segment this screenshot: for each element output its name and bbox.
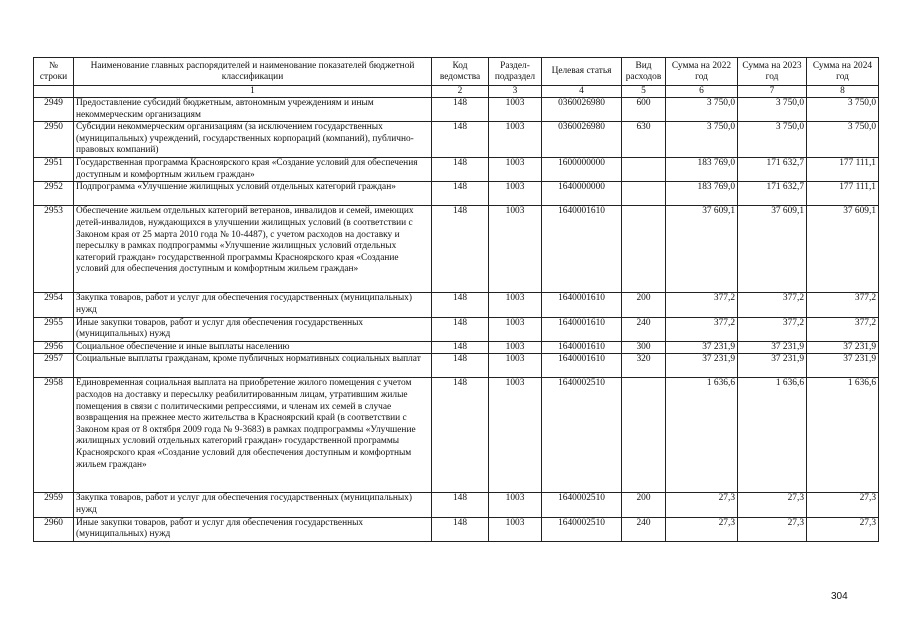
table-row	[34, 122, 879, 158]
table-header	[34, 58, 879, 98]
table-row	[34, 317, 879, 341]
row-vid: 200	[622, 493, 666, 517]
row-sum-2023: 27,3	[738, 517, 807, 541]
row-celevaya: 1640001610	[542, 354, 622, 378]
row-sum-2023: 171 632,7	[738, 158, 807, 182]
row-sum-2022: 183 769,0	[666, 158, 738, 182]
row-razdel: 1003	[489, 378, 542, 493]
row-number: 2949	[34, 98, 74, 122]
header-vid: Вид расходов	[622, 58, 666, 86]
header-index: 6	[666, 86, 738, 98]
row-vid: 600	[622, 98, 666, 122]
row-sum-2024: 177 111,1	[807, 158, 879, 182]
header-row-number: № строки	[34, 58, 74, 86]
table-row	[34, 182, 879, 206]
table-body	[34, 98, 879, 542]
row-vedomstvo: 148	[432, 354, 489, 378]
header-vedomstvo: Код ведомства	[432, 58, 489, 86]
header-index: 4	[542, 86, 622, 98]
row-celevaya: 1640002510	[542, 378, 622, 493]
row-celevaya: 1640001610	[542, 206, 622, 293]
row-vedomstvo: 148	[432, 293, 489, 317]
row-sum-2024: 3 750,0	[807, 122, 879, 158]
row-razdel: 1003	[489, 182, 542, 206]
row-number: 2960	[34, 517, 74, 541]
row-vedomstvo: 148	[432, 182, 489, 206]
row-sum-2022: 3 750,0	[666, 98, 738, 122]
row-name: Субсидии некоммерческим организациям (за исключением государственных (муниципальных) учреждений, государственных корпораций (компаний), публично-правовых компаний)	[74, 122, 432, 158]
row-sum-2023: 27,3	[738, 493, 807, 517]
table-row	[34, 378, 879, 493]
row-name: Обеспечение жильем отдельных категорий ветеранов, инвалидов и семей, имеющих детей-инвалидов, нуждающихся в улучшении жилищных условий (в соответствии с Законом края от 25 марта 2010 года № 10-4487), с учетом расходов на доставку и пересылку в рамках подпрограммы «Улучшение жилищных условий отдельных категорий граждан» государственной программы Красноярского края «Создание условий для обеспечения доступным и комфортным жильем граждан»	[74, 206, 432, 293]
row-vedomstvo: 148	[432, 206, 489, 293]
header-index: 1	[74, 86, 432, 98]
table-row	[34, 354, 879, 378]
row-vid: 300	[622, 341, 666, 354]
row-vid	[622, 206, 666, 293]
row-razdel: 1003	[489, 158, 542, 182]
row-razdel: 1003	[489, 206, 542, 293]
row-sum-2022: 377,2	[666, 293, 738, 317]
row-celevaya: 1640002510	[542, 493, 622, 517]
row-number: 2950	[34, 122, 74, 158]
row-sum-2023: 171 632,7	[738, 182, 807, 206]
row-celevaya: 1640001610	[542, 341, 622, 354]
header-index: 7	[738, 86, 807, 98]
row-sum-2023: 377,2	[738, 317, 807, 341]
row-sum-2022: 1 636,6	[666, 378, 738, 493]
row-name: Иные закупки товаров, работ и услуг для обеспечения государственных (муниципальных) нужд	[74, 317, 432, 341]
row-vid: 240	[622, 317, 666, 341]
row-name: Единовременная социальная выплата на приобретение жилого помещения с учетом расходов на доставку и пересылку реабилитированным лицам, утратившим жилые помещения в связи с политическими репрессиями, и членам их семей в случае возвращения на прежнее место жительства в Красноярский край (в соответствии с Законом края от 8 октября 2009 года № 9-3683) в рамках подпрограммы «Улучшение жилищных условий отдельных категорий граждан» государственной программы Красноярского края «Создание условий для обеспечения доступным и комфортным жильем граждан»	[74, 378, 432, 493]
row-celevaya: 0360026980	[542, 98, 622, 122]
row-razdel: 1003	[489, 122, 542, 158]
row-vedomstvo: 148	[432, 493, 489, 517]
row-name: Предоставление субсидий бюджетным, автономным учреждениям и иным некоммерческим организациям	[74, 98, 432, 122]
row-sum-2023: 3 750,0	[738, 122, 807, 158]
header-sum-2023: Сумма на 2023 год	[738, 58, 807, 86]
row-vedomstvo: 148	[432, 158, 489, 182]
header-index-row	[34, 86, 879, 98]
table-row	[34, 493, 879, 517]
row-sum-2023: 1 636,6	[738, 378, 807, 493]
row-number: 2958	[34, 378, 74, 493]
row-razdel: 1003	[489, 341, 542, 354]
row-vid: 320	[622, 354, 666, 378]
row-vedomstvo: 148	[432, 317, 489, 341]
budget-table	[33, 57, 879, 542]
row-number: 2953	[34, 206, 74, 293]
row-sum-2022: 37 609,1	[666, 206, 738, 293]
row-vedomstvo: 148	[432, 517, 489, 541]
row-number: 2959	[34, 493, 74, 517]
row-sum-2022: 183 769,0	[666, 182, 738, 206]
row-number: 2957	[34, 354, 74, 378]
row-sum-2023: 37 609,1	[738, 206, 807, 293]
row-sum-2023: 37 231,9	[738, 354, 807, 378]
row-sum-2022: 37 231,9	[666, 354, 738, 378]
header-index: 8	[807, 86, 879, 98]
row-vid	[622, 378, 666, 493]
header-name: Наименование главных распорядителей и наименование показателей бюджетной классификации	[74, 58, 432, 86]
row-razdel: 1003	[489, 98, 542, 122]
row-name: Социальное обеспечение и иные выплаты населению	[74, 341, 432, 354]
row-name: Закупка товаров, работ и услуг для обеспечения государственных (муниципальных) нужд	[74, 493, 432, 517]
row-celevaya: 1640002510	[542, 517, 622, 541]
row-sum-2024: 3 750,0	[807, 98, 879, 122]
row-razdel: 1003	[489, 317, 542, 341]
row-vedomstvo: 148	[432, 122, 489, 158]
row-name: Социальные выплаты гражданам, кроме публичных нормативных социальных выплат	[74, 354, 432, 378]
row-name: Закупка товаров, работ и услуг для обеспечения государственных (муниципальных) нужд	[74, 293, 432, 317]
header-sum-2024: Сумма на 2024 год	[807, 58, 879, 86]
row-number: 2956	[34, 341, 74, 354]
row-vedomstvo: 148	[432, 378, 489, 493]
row-sum-2023: 3 750,0	[738, 98, 807, 122]
table-row	[34, 206, 879, 293]
header-index	[34, 86, 74, 98]
row-sum-2024: 27,3	[807, 517, 879, 541]
row-vid: 200	[622, 293, 666, 317]
row-celevaya: 1640001610	[542, 293, 622, 317]
row-sum-2023: 377,2	[738, 293, 807, 317]
table-row	[34, 341, 879, 354]
row-sum-2024: 1 636,6	[807, 378, 879, 493]
header-sum-2022: Сумма на 2022 год	[666, 58, 738, 86]
row-vid	[622, 182, 666, 206]
row-razdel: 1003	[489, 354, 542, 378]
row-name: Подпрограмма «Улучшение жилищных условий отдельных категорий граждан»	[74, 182, 432, 206]
row-number: 2952	[34, 182, 74, 206]
row-sum-2024: 177 111,1	[807, 182, 879, 206]
row-vedomstvo: 148	[432, 341, 489, 354]
row-sum-2024: 37 231,9	[807, 354, 879, 378]
row-celevaya: 1600000000	[542, 158, 622, 182]
header-index: 2	[432, 86, 489, 98]
header-index: 5	[622, 86, 666, 98]
row-sum-2022: 27,3	[666, 517, 738, 541]
row-celevaya: 0360026980	[542, 122, 622, 158]
row-sum-2024: 27,3	[807, 493, 879, 517]
row-sum-2023: 37 231,9	[738, 341, 807, 354]
row-name: Государственная программа Красноярского края «Создание условий для обеспечения доступным и комфортным жильем граждан»	[74, 158, 432, 182]
row-razdel: 1003	[489, 517, 542, 541]
row-sum-2022: 3 750,0	[666, 122, 738, 158]
row-razdel: 1003	[489, 493, 542, 517]
row-sum-2022: 377,2	[666, 317, 738, 341]
row-number: 2954	[34, 293, 74, 317]
row-sum-2024: 377,2	[807, 317, 879, 341]
row-name: Иные закупки товаров, работ и услуг для обеспечения государственных (муниципальных) нужд	[74, 517, 432, 541]
row-sum-2024: 37 609,1	[807, 206, 879, 293]
row-sum-2024: 377,2	[807, 293, 879, 317]
row-number: 2951	[34, 158, 74, 182]
table-row	[34, 293, 879, 317]
header-index: 3	[489, 86, 542, 98]
row-razdel: 1003	[489, 293, 542, 317]
table-row	[34, 517, 879, 541]
row-sum-2022: 37 231,9	[666, 341, 738, 354]
row-vedomstvo: 148	[432, 98, 489, 122]
row-celevaya: 1640000000	[542, 182, 622, 206]
row-sum-2024: 37 231,9	[807, 341, 879, 354]
page-number: 304	[831, 591, 848, 602]
header-celevaya: Целевая статья	[542, 58, 622, 86]
row-vid: 630	[622, 122, 666, 158]
header-razdel: Раздел-подраздел	[489, 58, 542, 86]
table-row	[34, 158, 879, 182]
row-number: 2955	[34, 317, 74, 341]
row-vid: 240	[622, 517, 666, 541]
row-sum-2022: 27,3	[666, 493, 738, 517]
row-vid	[622, 158, 666, 182]
row-celevaya: 1640001610	[542, 317, 622, 341]
table-row	[34, 98, 879, 122]
